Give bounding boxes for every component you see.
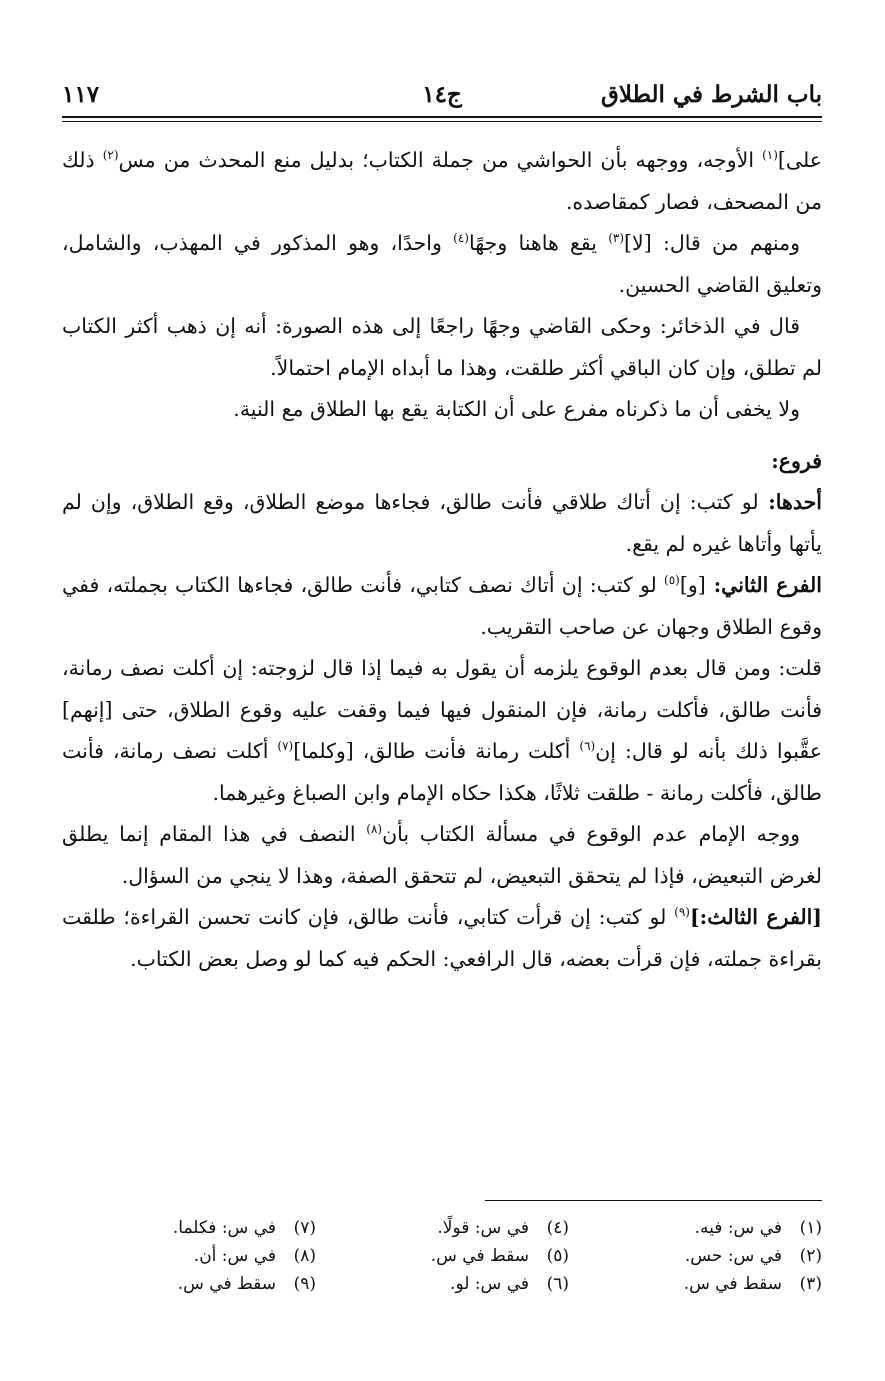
text-run: واحدًا، وهو المذكور في المهذب، والشامل، وتعليق القاضي الحسين.: [62, 231, 822, 297]
footnote-marker: (١): [799, 1218, 822, 1238]
text-run: الأوجه، ووجهه بأن الحواشي من جملة الكتاب؛ بدليل منع المحدث من مس: [118, 148, 763, 172]
paragraph: [62, 482, 822, 565]
text-run: يقع هاهنا وجهًا: [468, 231, 609, 255]
text-run: أكلت نصف رمانة، فأنت طالق، فأكلت رمانة - طلقت ثلاثًا، هكذا حكاه الإمام وابن الصباغ وغيرهما.: [62, 739, 822, 805]
footnote: [569, 1270, 822, 1298]
text-run: ومنهم من قال: [لا]: [624, 231, 800, 255]
running-header: [62, 80, 822, 114]
footnote-reference: (٧): [277, 739, 294, 754]
footnote: [316, 1270, 569, 1298]
text-run: قلت: ومن قال بعدم الوقوع يلزمه أن يقول به فيما إذا قال لزوجته: إن أكلت نصف رمانة، فأنت طالق، فأكلت رمانة، فإن المنقول فيها فيما وقفت عليه وقوع الطلاق، حتى [إنهم] عقَّبوا ذلك بأنه لو قال: إن: [62, 656, 823, 763]
page-number: ١١٧: [62, 81, 100, 108]
paragraph: [62, 140, 822, 223]
footnote-column: [569, 1214, 822, 1298]
footnotes: [62, 1214, 822, 1314]
footnote: [63, 1270, 316, 1298]
footnote: [569, 1242, 822, 1270]
header-rule-thin: [62, 121, 822, 122]
footnote-text: في س: حس.: [684, 1246, 782, 1266]
footnote-text: سقط في س.: [430, 1246, 529, 1266]
text-run: النصف في هذا المقام إنما يطلق لغرض التبعيض، فإذا لم يتحقق التبعيض، لم تتحقق الصفة، وهذا لا ينجي من السؤال.: [62, 822, 822, 888]
footnote-text: في س: فيه.: [694, 1218, 782, 1238]
text-run: ذلك من المصحف، فصار كمقاصده.: [62, 148, 822, 214]
footnote-column: [63, 1214, 316, 1298]
section-heading: [62, 441, 822, 483]
text-run: لو كتب: إن أتاك طلاقي فأنت طالق، فجاءها موضع الطلاق، وقع الطلاق، وإن لم يأتها وأتاها غيره لم يقع.: [62, 490, 822, 556]
footnote-reference: (١): [762, 148, 778, 163]
volume-label: ج١٤: [422, 81, 462, 108]
text-run: [و]: [679, 573, 706, 597]
footnote-reference: (٨): [366, 822, 383, 837]
footnote: [569, 1214, 822, 1242]
footnote-text: سقط في س.: [177, 1274, 276, 1294]
header-rule-thick: [62, 116, 822, 118]
footnote-marker: (٢): [799, 1246, 822, 1266]
paragraph: [62, 223, 822, 306]
footnote-text: في س: قولًا.: [437, 1218, 529, 1238]
footnote-marker: (٤): [546, 1218, 569, 1238]
footnote: [316, 1242, 569, 1270]
paragraph: [62, 565, 822, 648]
paragraph: [62, 389, 822, 431]
footnote-reference: (٣): [608, 231, 625, 246]
text-run: على]: [777, 148, 823, 172]
footnote-reference: (٦): [579, 739, 596, 754]
text-run: ووجه الإمام عدم الوقوع في مسألة الكتاب بأن: [382, 822, 801, 846]
footnote-separator: [485, 1200, 822, 1201]
footnote-reference: (٩): [674, 905, 690, 920]
text-run: فروع:: [771, 448, 822, 473]
footnote: [63, 1214, 316, 1242]
footnote-text: في س: فكلما.: [172, 1218, 276, 1238]
footnote: [316, 1214, 569, 1242]
text-run: لو كتب: إن أتاك نصف كتابي، فأنت طالق، فجاءها الكتاب بجملته، ففي وقوع الطلاق وجهان عن صاحب التقريب.: [62, 573, 822, 639]
footnote-marker: (٦): [546, 1274, 569, 1294]
footnote-reference: (٤): [453, 231, 469, 246]
footnote-text: في س: لو.: [450, 1274, 529, 1294]
footnote-text: سقط في س.: [683, 1274, 782, 1294]
text-run: قال في الذخائر: وحكى القاضي وجهًا راجعًا إلى هذه الصورة: أنه إن ذهب أكثر الكتاب لم تطلق، وإن كان الباقي أكثر طلقت، وهذا ما أبداه الإمام احتمالاً.: [62, 314, 822, 380]
footnote-reference: (٢): [102, 148, 119, 163]
text-run: ولا يخفى أن ما ذكرناه مفرع على أن الكتابة يقع بها الطلاق مع النية.: [233, 397, 800, 421]
footnote-marker: (٩): [293, 1274, 316, 1294]
subsection-label: أحدها:: [758, 490, 822, 514]
footnote-marker: (٧): [293, 1218, 316, 1238]
footnote: [63, 1242, 316, 1270]
text-run: لو كتب: إن قرأت كتابي، فأنت طالق، فإن كانت تحسن القراءة؛ طلقت بقراءة جملته، فإن قرأت بعضه، قال الرافعي: الحكم فيه كما لو وصل بعض الكتاب.: [62, 905, 822, 971]
text-run: أكلت رمانة فأنت طالق، [وكلما]: [293, 739, 580, 763]
chapter-title: باب الشرط في الطلاق: [601, 81, 822, 108]
footnote-marker: (٨): [293, 1246, 316, 1266]
paragraph: [62, 306, 822, 389]
footnote-text: في س: أن.: [193, 1246, 276, 1266]
footnote-marker: (٥): [546, 1246, 569, 1266]
footnote-column: [316, 1214, 569, 1298]
main-text: [62, 140, 822, 980]
footnote-reference: (٥): [664, 573, 680, 588]
footnote-marker: (٣): [799, 1274, 822, 1294]
paragraph: [62, 648, 822, 814]
subsection-label: [الفرع الثالث:]: [689, 905, 822, 929]
paragraph: [62, 897, 822, 980]
subsection-label: الفرع الثاني:: [705, 573, 822, 597]
paragraph: [62, 814, 822, 897]
